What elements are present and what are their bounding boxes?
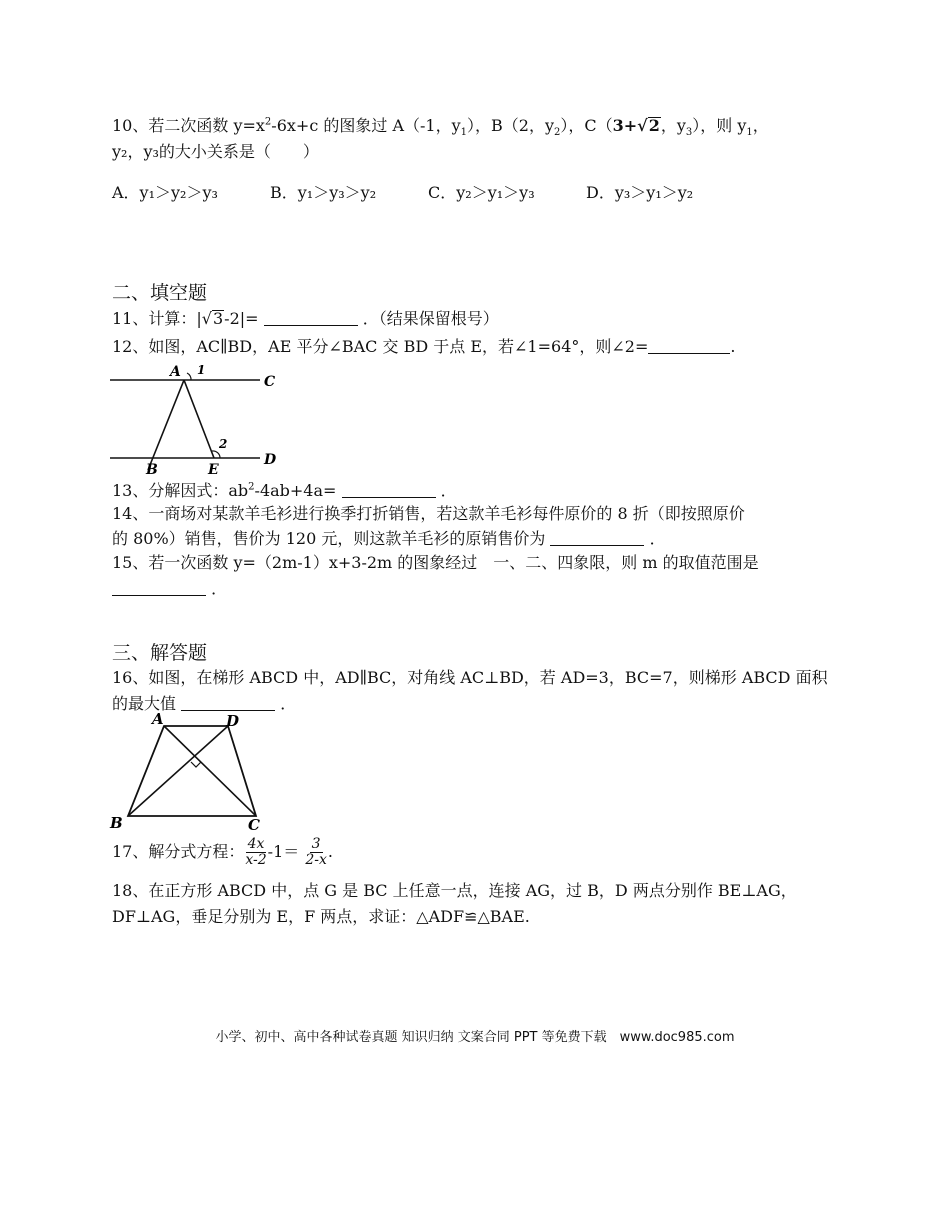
section-title-fill-blank: 二、填空题: [112, 282, 208, 304]
option-d: D．y₃＞y₁＞y₂: [586, 183, 694, 202]
q13: 13、分解因式：$ab^2-4ab+4a=$ ．: [112, 481, 457, 500]
q10-options: [112, 182, 693, 204]
q10-line1: 10、若二次函数 $y=x^2-6x+c$ 的图象过 A（-1，$y_1$），B（2，$y_2$），C（3+√2，$y_3$），则 $y_1$，: [112, 116, 769, 139]
q16-line2: 的最大值 ．: [112, 694, 297, 713]
label-b: B: [110, 814, 123, 832]
label-a: A: [170, 364, 181, 380]
label-c: C: [264, 374, 276, 390]
answer-blank: [181, 694, 275, 711]
angle-1-arc: [187, 373, 191, 380]
q10-line2: y₂，y₃的大小关系是（ ）: [112, 142, 319, 161]
q15-line2: ．: [112, 578, 227, 600]
right-angle-mark: [191, 762, 201, 767]
q11: 11、计算：|√3-2|= ．（结果保留根号）: [112, 309, 499, 328]
q14-line2: 的 80%）销售，售价为 120 元，则这款羊毛衫的原销售价为 ．: [112, 529, 666, 548]
page-footer: 小学、初中、高中各种试卷真题 知识归纳 文案合同 PPT 等免费下载 www.doc985.com: [215, 1030, 735, 1045]
c-value: 3+√2: [612, 116, 660, 135]
q14-line1: 14、一商场对某款羊毛衫进行换季打折销售，若这款羊毛衫每件原价的 8 折（即按照原价: [112, 504, 745, 523]
answer-blank: [342, 481, 436, 498]
label-d: D: [264, 452, 277, 468]
q12: 12、如图，AC∥BD，AE 平分∠BAC 交 BD 于点 E，若∠1=64°，则∠2= .: [112, 337, 736, 356]
answer-blank: [648, 337, 730, 354]
section-title-solve: 三、解答题: [112, 642, 208, 664]
q18-line2: DF⊥AG，垂足分别为 E，F 两点，求证：△ADF≌△BAE.: [112, 907, 530, 926]
fraction-left: $\frac{4x}{x-2}$: [245, 836, 267, 868]
q18-line1: 18、在正方形 ABCD 中，点 G 是 BC 上任意一点，连接 AG，过 B，D 两点分别作 BE⊥AG，: [112, 881, 797, 900]
answer-blank: [112, 579, 206, 596]
label-e: E: [208, 462, 219, 476]
label-d: D: [226, 712, 240, 730]
option-c: C．y₂＞y₁＞y₃: [428, 183, 535, 202]
q15-line1: 15、若一次函数 y=（2m-1）x+3-2m 的图象经过 一、二、四象限，则 m 的取值范围是: [112, 553, 759, 572]
q16-line1: 16、如图，在梯形 ABCD 中，AD∥BC，对角线 AC⊥BD，若 AD=3，BC=7，则梯形 ABCD 面积: [112, 668, 828, 687]
segment-ab: [148, 380, 184, 470]
figure-parallel-lines: [108, 360, 288, 476]
trapezoid-abcd: [128, 726, 256, 816]
label-a: A: [152, 710, 164, 728]
answer-blank: [264, 309, 358, 326]
label-c: C: [248, 816, 260, 832]
label-b: B: [146, 462, 158, 476]
option-b: B．y₁＞y₃＞y₂: [270, 183, 377, 202]
fraction-right: $\frac{3}{2-x}$: [305, 836, 327, 868]
label-2: 2: [219, 437, 228, 451]
q17: 17、解分式方程： $\frac{4x}{x-2}$ -1＝ $\frac{3}{2-x}$ .: [112, 836, 333, 868]
label-1: 1: [197, 363, 206, 377]
segment-ae: [184, 380, 214, 458]
figure-trapezoid: [108, 710, 268, 832]
answer-blank: [550, 529, 644, 546]
option-a: A．y₁＞y₂＞y₃: [112, 183, 218, 202]
